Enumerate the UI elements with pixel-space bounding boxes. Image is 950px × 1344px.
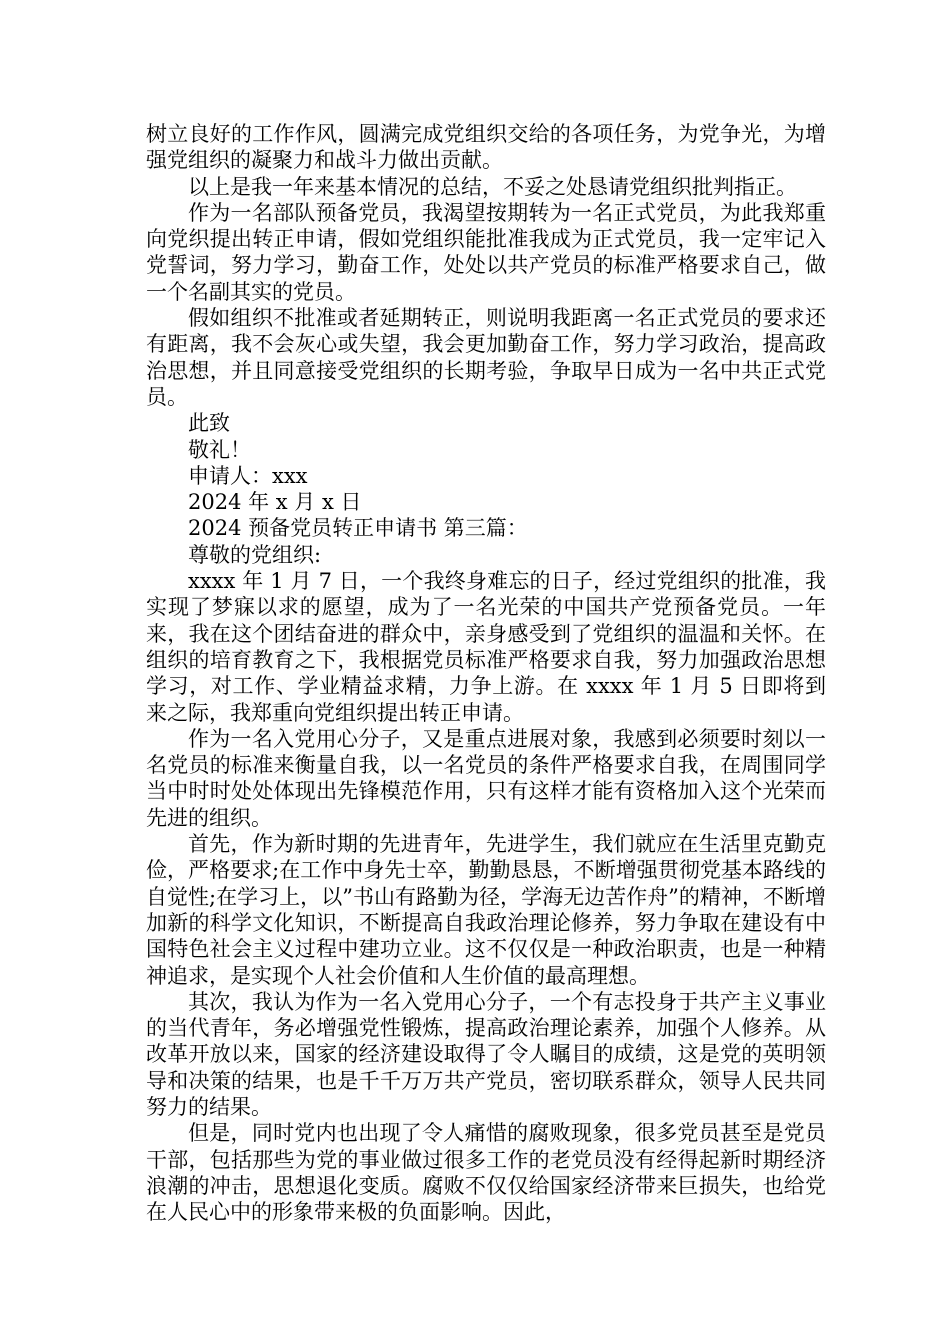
paragraph: 作为一名部队预备党员，我渴望按期转为一名正式党员，为此我郑重向党织提出转正申请，假如党组织能批准我成为正式党员，我一定牢记入党誓词，努力学习，勤奋工作，处处以共产党员的标准严格要求自己，做一个名副其实的党员。	[146, 200, 826, 304]
paragraph: 其次，我认为作为一名入党用心分子，一个有志投身于共产主义事业的当代青年，务必增强党性锻炼，提高政治理论素养，加强个人修养。从改革开放以来，国家的经济建设取得了令人瞩目的成绩，这是党的英明领导和决策的结果，也是千千万万共产党员，密切联系群众，领导人民共同努力的结果。	[146, 989, 826, 1119]
closing-regards: 敬礼！	[188, 437, 251, 462]
section-heading: 2024 预备党员转正申请书 第三篇：	[188, 516, 528, 541]
paragraph: 首先，作为新时期的先进青年，先进学生，我们就应在生活里克勤克俭，严格要求;在工作中身先士卒，勤勤恳恳，不断增强贯彻党基本路线的自觉性;在学习上，以”书山有路勤为径，学海无边苦作舟”的精神，不断增加新的科学文化知识，不断提高自我政治理论修养，努力争取在建设有中国特色社会主义过程中建功立业。这不仅仅是一种政治职责，也是一种精神追求，是实现个人社会价值和人生价值的最高理想。	[146, 832, 826, 988]
paragraph: 假如组织不批准或者延期转正，则说明我距离一名正式党员的要求还有距离，我不会灰心或失望，我会更加勤奋工作，努力学习政治，提高政治思想，并且同意接受党组织的长期考验，争取早日成为一名中共正式党员。	[146, 306, 826, 409]
paragraph: 作为一名入党用心分子，又是重点进展对象，我感到必须要时刻以一名党员的标准来衡量自我，以一名党员的条件严格要求自我，在周围同学当中时时处处体现出先锋模范作用，只有这样才能有资格加入这个光荣而先进的组织。	[146, 726, 826, 830]
paragraph: 树立良好的工作作风，圆满完成党组织交给的各项任务，为党争光，为增强党组织的凝聚力和战斗力做出贡献。	[146, 122, 826, 173]
greeting-line: 尊敬的党组织:	[188, 542, 322, 567]
paragraph: 以上是我一年来基本情况的总结，不妥之处恳请党组织批判指正。	[188, 174, 797, 199]
closing-salutation: 此致	[188, 411, 230, 436]
paragraph: xxxx 年 1 月 7 日，一个我终身难忘的日子，经过党组织的批准，我实现了梦寐以求的愿望，成为了一名光荣的中国共产党预备党员。一年来，我在这个团结奋进的群众中，亲身感受到了党组织的温温和关怀。在组织的培育教育之下，我根据党员标准严格要求自我，努力加强政治思想学习，对工作、学业精益求精，力争上游。在 xxxx 年 1 月 5 日即将到来之际，我郑重向党组织提出转正申请。	[146, 569, 826, 725]
applicant-line: 申请人：xxx	[188, 463, 308, 488]
document-page	[146, 121, 826, 1225]
paragraph: 但是，同时党内也出现了令人痛惜的腐败现象，很多党员甚至是党员干部，包括那些为党的事业做过很多工作的老党员没有经得起新时期经济浪潮的冲击，思想退化变质。腐败不仅仅给国家经济带来巨损失，也给党在人民心中的形象带来极的负面影响。因此，	[146, 1121, 826, 1225]
date-line: 2024 年 x 月 x 日	[188, 490, 362, 515]
